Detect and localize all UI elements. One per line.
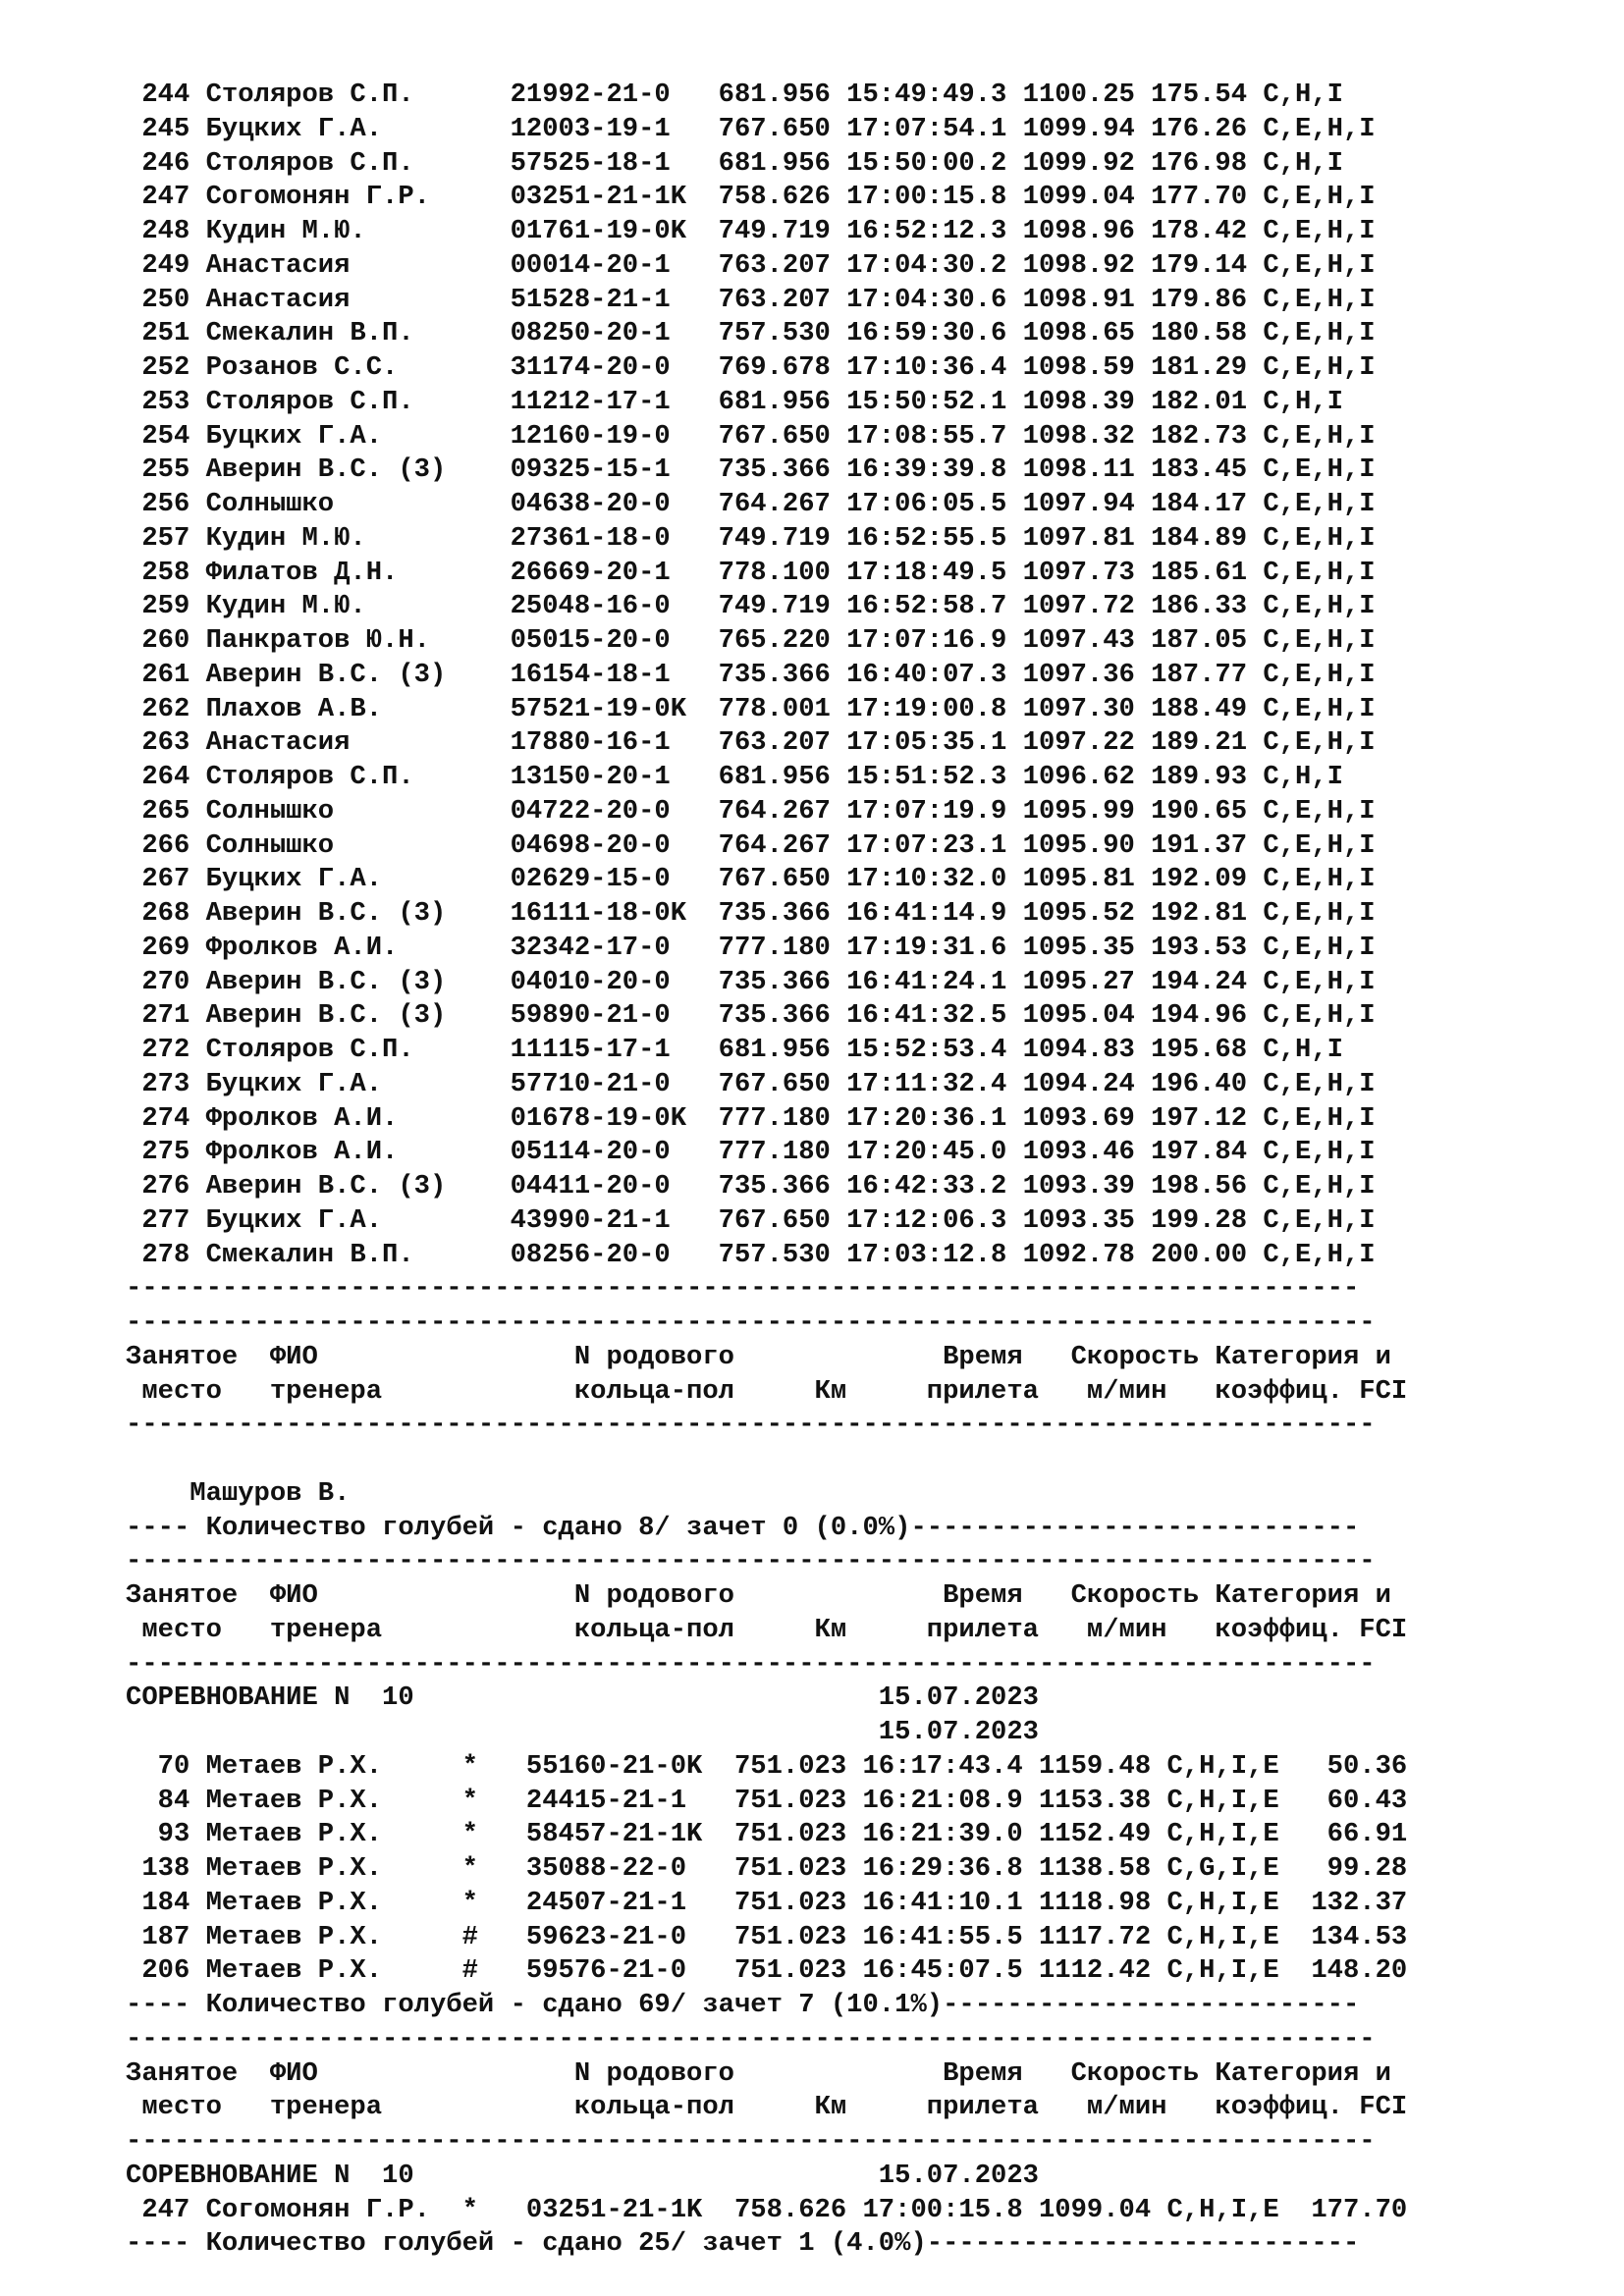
printout-line: место тренера кольца-пол Км прилета м/мин коэффиц. FCI bbox=[126, 1375, 1408, 1407]
printout-line: 262 Плахов А.В. 57521-19-0K 778.001 17:19:00.8 1097.30 188.49 C,E,H,I bbox=[126, 693, 1376, 724]
printout-line: 249 Анастасия 00014-20-1 763.207 17:04:30.2 1098.92 179.14 C,E,H,I bbox=[126, 249, 1376, 281]
printout-line: 256 Солнышко 04638-20-0 764.267 17:06:05.5 1097.94 184.17 C,E,H,I bbox=[126, 489, 1376, 519]
printout-line: 270 Аверин В.С. (3) 04010-20-0 735.366 16:41:24.1 1095.27 194.24 C,E,H,I bbox=[126, 966, 1376, 997]
printout-line: 70 Метаев Р.Х. * 55160-21-0K 751.023 16:17:43.4 1159.48 C,H,I,E 50.36 bbox=[126, 1750, 1408, 1782]
printout-line: ------------------------------------------------------------------------------ bbox=[126, 1410, 1376, 1441]
printout-line: 266 Солнышко 04698-20-0 764.267 17:07:23.1 1095.90 191.37 C,E,H,I bbox=[126, 829, 1376, 861]
printout-line: 247 Согомонян Г.Р. * 03251-21-1K 758.626 17:00:15.8 1099.04 C,H,I,E 177.70 bbox=[126, 2194, 1408, 2225]
printout-line: 268 Аверин В.С. (3) 16111-18-0K 735.366 16:41:14.9 1095.52 192.81 C,E,H,I bbox=[126, 898, 1376, 929]
printout-line: 267 Буцких Г.А. 02629-15-0 767.650 17:10:32.0 1095.81 192.09 C,E,H,I bbox=[126, 864, 1376, 895]
printout-line: 274 Фролков А.И. 01678-19-0K 777.180 17:20:36.1 1093.69 197.12 C,E,H,I bbox=[126, 1102, 1376, 1134]
printout-line: 245 Буцких Г.А. 12003-19-1 767.650 17:07:54.1 1099.94 176.26 C,E,H,I bbox=[126, 113, 1376, 144]
printout-line: 15.07.2023 bbox=[126, 1717, 1039, 1747]
printout-line: 258 Филатов Д.Н. 26669-20-1 778.100 17:18:49.5 1097.73 185.61 C,E,H,I bbox=[126, 557, 1376, 588]
printout-line: 247 Согомонян Г.Р. 03251-21-1K 758.626 17:00:15.8 1099.04 177.70 C,E,H,I bbox=[126, 182, 1376, 213]
printout-line: 261 Аверин В.С. (3) 16154-18-1 735.366 16:40:07.3 1097.36 187.77 C,E,H,I bbox=[126, 659, 1376, 690]
printout-line: 138 Метаев Р.Х. * 35088-22-0 751.023 16:29:36.8 1138.58 C,G,I,E 99.28 bbox=[126, 1853, 1408, 1884]
printout-line: СОРЕВНОВАНИЕ N 10 15.07.2023 bbox=[126, 2160, 1039, 2191]
printout-line: ------------------------------------------------------------------------------ bbox=[126, 1308, 1376, 1338]
printout-line: место тренера кольца-пол Км прилета м/мин коэффиц. FCI bbox=[126, 1614, 1408, 1645]
printout-line: 206 Метаев Р.Х. # 59576-21-0 751.023 16:45:07.5 1112.42 C,H,I,E 148.20 bbox=[126, 1955, 1408, 1987]
printout-line: СОРЕВНОВАНИЕ N 10 15.07.2023 bbox=[126, 1682, 1039, 1714]
printout-line: 255 Аверин В.С. (3) 09325-15-1 735.366 16:39:39.8 1098.11 183.45 C,E,H,I bbox=[126, 454, 1376, 486]
printout-line: 278 Смекалин В.П. 08256-20-0 757.530 17:03:12.8 1092.78 200.00 C,E,H,I bbox=[126, 1239, 1376, 1270]
printout-line: место тренера кольца-пол Км прилета м/мин коэффиц. FCI bbox=[126, 2092, 1408, 2123]
printout-line: ------------------------------------------------------------------------------ bbox=[126, 1648, 1376, 1680]
printout-line: 246 Столяров С.П. 57525-18-1 681.956 15:50:00.2 1099.92 176.98 C,H,I bbox=[126, 147, 1343, 179]
printout-line: Занятое ФИО N родового Время Скорость Категория и bbox=[126, 1341, 1391, 1372]
printout-line: 251 Смекалин В.П. 08250-20-1 757.530 16:59:30.6 1098.65 180.58 C,E,H,I bbox=[126, 318, 1376, 349]
printout-line: ----------------------------------------------------------------------------- bbox=[126, 1273, 1360, 1305]
printout-line: 265 Солнышко 04722-20-0 764.267 17:07:19.9 1095.99 190.65 C,E,H,I bbox=[126, 795, 1376, 827]
printout-line: 260 Панкратов Ю.Н. 05015-20-0 765.220 17:07:16.9 1097.43 187.05 C,E,H,I bbox=[126, 625, 1376, 656]
printout-line: ------------------------------------------------------------------------------ bbox=[126, 2126, 1376, 2157]
printout-line: ------------------------------------------------------------------------------ bbox=[126, 1546, 1376, 1577]
printout-line: 275 Фролков А.И. 05114-20-0 777.180 17:20:45.0 1093.46 197.84 C,E,H,I bbox=[126, 1137, 1376, 1168]
printout-line: ---- Количество голубей - сдано 69/ зачет 7 (10.1%)-------------------------- bbox=[126, 1990, 1360, 2020]
printout-line: ------------------------------------------------------------------------------ bbox=[126, 2023, 1376, 2055]
printout-line: 253 Столяров С.П. 11212-17-1 681.956 15:50:52.1 1098.39 182.01 C,H,I bbox=[126, 386, 1343, 417]
printout-line: 263 Анастасия 17880-16-1 763.207 17:05:35.1 1097.22 189.21 C,E,H,I bbox=[126, 727, 1376, 759]
printout-line: 254 Буцких Г.А. 12160-19-0 767.650 17:08:55.7 1098.32 182.73 C,E,H,I bbox=[126, 420, 1376, 452]
printout-line: ---- Количество голубей - сдано 8/ зачет 0 (0.0%)---------------------------- bbox=[126, 1512, 1360, 1543]
printout-line: 259 Кудин М.Ю. 25048-16-0 749.719 16:52:58.7 1097.72 186.33 C,E,H,I bbox=[126, 591, 1376, 622]
printout-line: 277 Буцких Г.А. 43990-21-1 767.650 17:12:06.3 1093.35 199.28 C,E,H,I bbox=[126, 1204, 1376, 1236]
printout-line: Машуров В. bbox=[126, 1477, 351, 1509]
printout-line: 248 Кудин М.Ю. 01761-19-0K 749.719 16:52:12.3 1098.96 178.42 C,E,H,I bbox=[126, 216, 1376, 246]
printout-line: ---- Количество голубей - сдано 25/ зачет 1 (4.0%)--------------------------- bbox=[126, 2228, 1360, 2260]
printout-line: 250 Анастасия 51528-21-1 763.207 17:04:30.6 1098.91 179.86 C,E,H,I bbox=[126, 284, 1376, 315]
printout-line: 273 Буцких Г.А. 57710-21-0 767.650 17:11:32.4 1094.24 196.40 C,E,H,I bbox=[126, 1068, 1376, 1099]
printout-line: 93 Метаев Р.Х. * 58457-21-1K 751.023 16:21:39.0 1152.49 C,H,I,E 66.91 bbox=[126, 1819, 1408, 1850]
printout-line: 187 Метаев Р.Х. # 59623-21-0 751.023 16:41:55.5 1117.72 C,H,I,E 134.53 bbox=[126, 1921, 1408, 1952]
printout-line: 269 Фролков А.И. 32342-17-0 777.180 17:19:31.6 1095.35 193.53 C,E,H,I bbox=[126, 932, 1376, 963]
printout-line: 244 Столяров С.П. 21992-21-0 681.956 15:49:49.3 1100.25 175.54 C,H,I bbox=[126, 80, 1343, 110]
printout-line: 271 Аверин В.С. (3) 59890-21-0 735.366 16:41:32.5 1095.04 194.96 C,E,H,I bbox=[126, 1000, 1376, 1032]
printout-line bbox=[126, 1443, 1407, 1477]
printout-line: Занятое ФИО N родового Время Скорость Категория и bbox=[126, 1580, 1391, 1611]
printout-line: 264 Столяров С.П. 13150-20-1 681.956 15:51:52.3 1096.62 189.93 C,H,I bbox=[126, 762, 1343, 792]
printout-line: 184 Метаев Р.Х. * 24507-21-1 751.023 16:41:10.1 1118.98 C,H,I,E 132.37 bbox=[126, 1887, 1408, 1918]
results-printout bbox=[126, 79, 1407, 2262]
printout-line: 252 Розанов С.С. 31174-20-0 769.678 17:10:36.4 1098.59 181.29 C,E,H,I bbox=[126, 352, 1376, 383]
printout-line: 84 Метаев Р.Х. * 24415-21-1 751.023 16:21:08.9 1153.38 C,H,I,E 60.43 bbox=[126, 1785, 1408, 1816]
printout-line: 272 Столяров С.П. 11115-17-1 681.956 15:52:53.4 1094.83 195.68 C,H,I bbox=[126, 1035, 1343, 1065]
printout-line: Занятое ФИО N родового Время Скорость Категория и bbox=[126, 2057, 1391, 2089]
printout-line: 276 Аверин В.С. (3) 04411-20-0 735.366 16:42:33.2 1093.39 198.56 C,E,H,I bbox=[126, 1171, 1376, 1201]
printout-line: 257 Кудин М.Ю. 27361-18-0 749.719 16:52:55.5 1097.81 184.89 C,E,H,I bbox=[126, 522, 1376, 554]
